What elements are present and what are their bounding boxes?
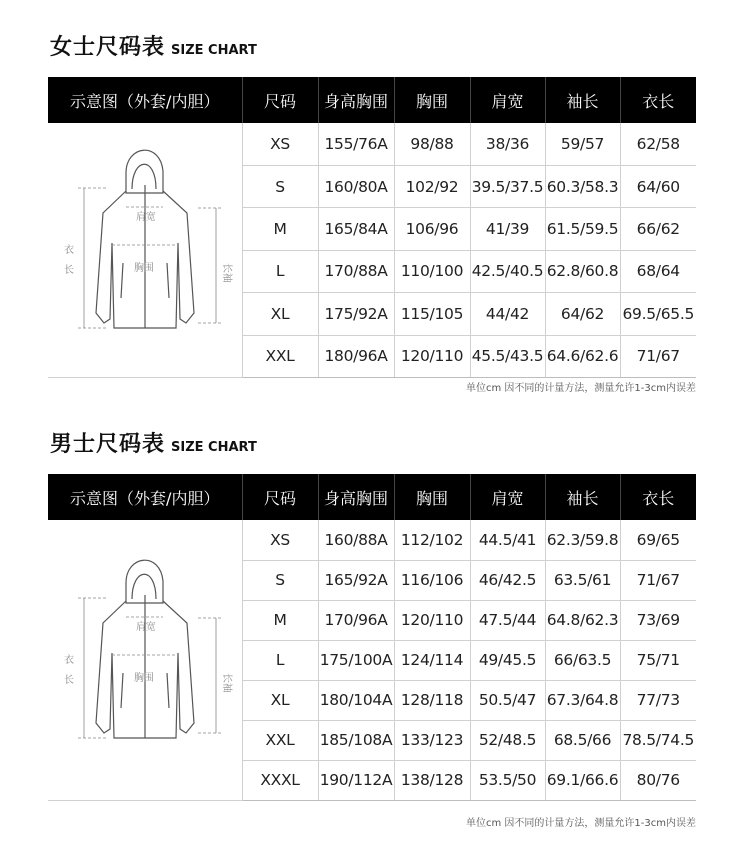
size-cell: XS: [242, 123, 318, 165]
men-header-row: [48, 474, 696, 520]
value-cell: 128/118: [394, 680, 470, 720]
value-cell: 115/105: [394, 293, 470, 335]
size-cell: XXXL: [242, 760, 318, 800]
value-cell: 49/45.5: [470, 640, 545, 680]
value-cell: 165/84A: [318, 208, 394, 250]
men-size-table: [48, 474, 696, 801]
value-cell: 102/92: [394, 165, 470, 207]
value-cell: 78.5/74.5: [620, 720, 696, 760]
value-cell: 120/110: [394, 335, 470, 377]
men-title-cn: 男士尺码表: [50, 432, 166, 457]
table-row: [48, 520, 696, 560]
size-cell: L: [242, 250, 318, 292]
value-cell: 77/73: [620, 680, 696, 720]
men-header-3: 胸围: [394, 474, 470, 520]
value-cell: 124/114: [394, 640, 470, 680]
svg-text:长袖: 长袖: [221, 263, 232, 283]
value-cell: 69/65: [620, 520, 696, 560]
size-cell: M: [242, 600, 318, 640]
men-header-2: 身高胸围: [318, 474, 394, 520]
women-header-1: 尺码: [242, 77, 318, 123]
value-cell: 41/39: [470, 208, 545, 250]
men-note: 单位cm 因不同的计量方法，测量允许1-3cm内误差: [466, 818, 696, 829]
women-header-4: 肩宽: [470, 77, 545, 123]
svg-text:长: 长: [64, 265, 74, 276]
women-title-en: SIZE CHART: [171, 43, 257, 58]
value-cell: 59/57: [545, 123, 620, 165]
value-cell: 155/76A: [318, 123, 394, 165]
svg-text:胸围: 胸围: [134, 263, 154, 274]
svg-text:胸围: 胸围: [134, 672, 154, 684]
women-header-5: 袖长: [545, 77, 620, 123]
size-cell: L: [242, 640, 318, 680]
value-cell: 64.8/62.3: [545, 600, 620, 640]
women-size-table: [48, 77, 696, 378]
value-cell: 44.5/41: [470, 520, 545, 560]
men-jacket-diagram: [48, 533, 242, 783]
value-cell: 180/104A: [318, 680, 394, 720]
value-cell: 52/48.5: [470, 720, 545, 760]
women-header-2: 身高胸围: [318, 77, 394, 123]
svg-text:衣: 衣: [64, 654, 74, 666]
value-cell: 106/96: [394, 208, 470, 250]
value-cell: 180/96A: [318, 335, 394, 377]
value-cell: 50.5/47: [470, 680, 545, 720]
svg-text:长: 长: [64, 674, 74, 686]
women-header-0: 示意图（外套/内胆）: [48, 77, 242, 123]
value-cell: 45.5/43.5: [470, 335, 545, 377]
table-row: [48, 123, 696, 165]
value-cell: 71/67: [620, 560, 696, 600]
value-cell: 165/92A: [318, 560, 394, 600]
value-cell: 60.3/58.3: [545, 165, 620, 207]
women-diagram-cell: [48, 123, 242, 378]
size-cell: XL: [242, 293, 318, 335]
svg-text:衣: 衣: [64, 245, 74, 256]
women-header-3: 胸围: [394, 77, 470, 123]
value-cell: 170/96A: [318, 600, 394, 640]
women-note: 单位cm 因不同的计量方法，测量允许1-3cm内误差: [466, 383, 696, 394]
men-header-0: 示意图（外套/内胆）: [48, 474, 242, 520]
value-cell: 63.5/61: [545, 560, 620, 600]
value-cell: 175/92A: [318, 293, 394, 335]
value-cell: 38/36: [470, 123, 545, 165]
value-cell: 68.5/66: [545, 720, 620, 760]
men-title-en: SIZE CHART: [171, 440, 257, 455]
size-cell: XXL: [242, 335, 318, 377]
value-cell: 39.5/37.5: [470, 165, 545, 207]
women-header-row: [48, 77, 696, 123]
value-cell: 160/80A: [318, 165, 394, 207]
women-title: [50, 30, 257, 61]
value-cell: 64/62: [545, 293, 620, 335]
value-cell: 73/69: [620, 600, 696, 640]
value-cell: 160/88A: [318, 520, 394, 560]
men-title: [50, 427, 257, 458]
value-cell: 112/102: [394, 520, 470, 560]
value-cell: 120/110: [394, 600, 470, 640]
value-cell: 170/88A: [318, 250, 394, 292]
value-cell: 62.8/60.8: [545, 250, 620, 292]
value-cell: 66/63.5: [545, 640, 620, 680]
men-header-4: 肩宽: [470, 474, 545, 520]
men-header-1: 尺码: [242, 474, 318, 520]
value-cell: 69.5/65.5: [620, 293, 696, 335]
size-cell: XL: [242, 680, 318, 720]
value-cell: 133/123: [394, 720, 470, 760]
value-cell: 75/71: [620, 640, 696, 680]
men-header-6: 衣长: [620, 474, 696, 520]
value-cell: 116/106: [394, 560, 470, 600]
value-cell: 138/128: [394, 760, 470, 800]
svg-text:长袖: 长袖: [221, 672, 232, 693]
value-cell: 62/58: [620, 123, 696, 165]
value-cell: 185/108A: [318, 720, 394, 760]
value-cell: 46/42.5: [470, 560, 545, 600]
women-title-cn: 女士尺码表: [50, 35, 166, 60]
size-cell: S: [242, 165, 318, 207]
women-jacket-diagram: [48, 123, 242, 373]
men-diagram-cell: [48, 520, 242, 800]
size-cell: XS: [242, 520, 318, 560]
size-cell: XXL: [242, 720, 318, 760]
value-cell: 64/60: [620, 165, 696, 207]
value-cell: 61.5/59.5: [545, 208, 620, 250]
size-cell: S: [242, 560, 318, 600]
value-cell: 67.3/64.8: [545, 680, 620, 720]
men-header-5: 袖长: [545, 474, 620, 520]
value-cell: 64.6/62.6: [545, 335, 620, 377]
value-cell: 80/76: [620, 760, 696, 800]
value-cell: 98/88: [394, 123, 470, 165]
value-cell: 190/112A: [318, 760, 394, 800]
value-cell: 66/62: [620, 208, 696, 250]
svg-text:肩宽: 肩宽: [136, 212, 156, 223]
value-cell: 71/67: [620, 335, 696, 377]
size-cell: M: [242, 208, 318, 250]
value-cell: 68/64: [620, 250, 696, 292]
value-cell: 69.1/66.6: [545, 760, 620, 800]
svg-text:肩宽: 肩宽: [136, 621, 156, 633]
value-cell: 47.5/44: [470, 600, 545, 640]
value-cell: 42.5/40.5: [470, 250, 545, 292]
value-cell: 44/42: [470, 293, 545, 335]
value-cell: 110/100: [394, 250, 470, 292]
value-cell: 53.5/50: [470, 760, 545, 800]
value-cell: 175/100A: [318, 640, 394, 680]
women-header-6: 衣长: [620, 77, 696, 123]
value-cell: 62.3/59.8: [545, 520, 620, 560]
